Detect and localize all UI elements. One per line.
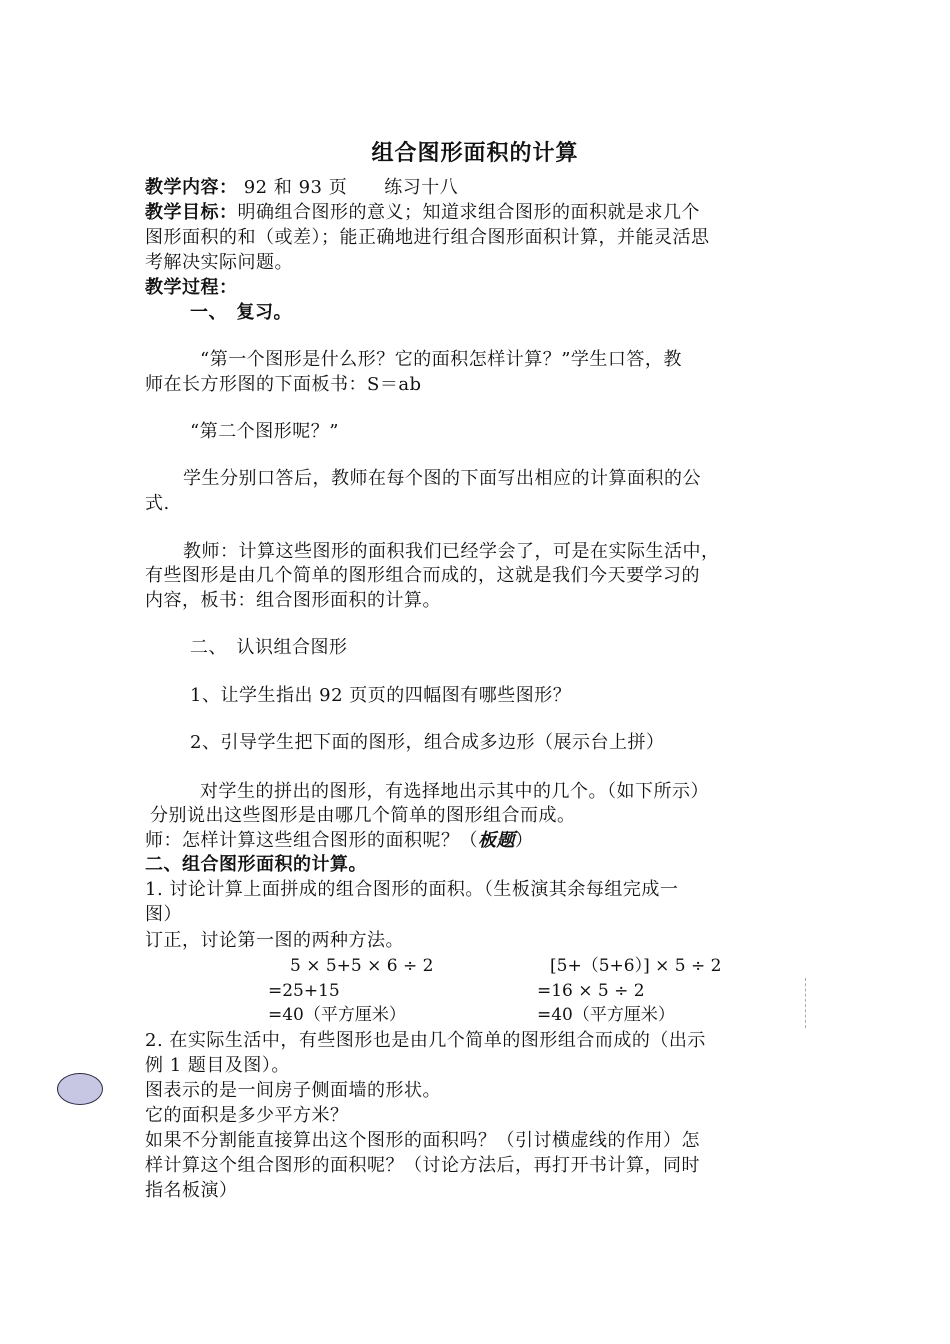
paragraph-line: 1. 讨论计算上面拼成的组合图形的面积。（生板演其余每组完成一 — [145, 879, 679, 900]
paragraph-line: 学生分别口答后，教师在每个图的下面写出相应的计算面积的公 — [183, 468, 701, 489]
paragraph-line: 如果不分割能直接算出这个图形的面积吗？（引讨横虚线的作用）怎 — [145, 1130, 700, 1151]
section-heading: 二、组合图形面积的计算。 — [145, 854, 367, 875]
teaching-content: 教学内容： 92 和 93 页 练习十八 — [145, 177, 459, 198]
process-label: 教学过程： — [145, 277, 238, 298]
paragraph-line: “第二个图形呢？” — [190, 421, 339, 442]
list-item: 1、让学生指出 92 页页的四幅图有哪些图形？ — [190, 685, 572, 706]
paragraph-line: 订正，讨论第一图的两种方法。 — [145, 930, 404, 951]
goal-line: 明确组合图形的意义；知道求组合图形的面积就是求几个 — [237, 202, 700, 223]
paragraph-line: 它的面积是多少平方米？ — [145, 1105, 349, 1126]
section-heading: 二、 认识组合图形 — [190, 637, 348, 658]
teacher-question: 师：怎样计算这些组合图形的面积呢？（板题） — [145, 830, 534, 851]
paragraph-line: 图） — [145, 904, 182, 925]
page-title: 组合图形面积的计算 — [371, 140, 579, 166]
goal-line: 考解决实际问题。 — [145, 252, 293, 273]
oval-shape — [57, 1073, 103, 1105]
calc-left-line: 5 × 5+5 × 6 ÷ 2 — [290, 956, 434, 976]
goal-line: 图形面积的和（或差）；能正确地进行组合图形面积计算，并能灵活思 — [145, 227, 710, 248]
calc-right-line: =16 × 5 ÷ 2 — [537, 981, 645, 1001]
list-item: 2、引导学生把下面的图形，组合成多边形（展示台上拼） — [190, 732, 665, 753]
content-value: 92 和 93 页 练习十八 — [243, 177, 459, 198]
paragraph-line: 式. — [145, 493, 170, 514]
paragraph-line: 内容，板书：组合图形面积的计算。 — [145, 590, 441, 611]
paragraph-line: 样计算这个组合图形的面积呢？（讨论方法后，再打开书计算，同时 — [145, 1155, 700, 1176]
calc-right-line: [5+（5+6）] × 5 ÷ 2 — [550, 956, 722, 976]
paragraph-line: 师在长方形图的下面板书：S＝ab — [145, 374, 422, 395]
calc-left-line: =25+15 — [268, 981, 340, 1001]
calc-right-line: =40（平方厘米） — [537, 1005, 675, 1025]
paragraph-line: 有些图形是由几个简单的图形组合而成的，这就是我们今天要学习的 — [145, 565, 700, 586]
board-title: 板题 — [478, 830, 515, 851]
calc-left-line: =40（平方厘米） — [268, 1005, 406, 1025]
dashed-divider — [805, 978, 806, 1028]
paragraph-line: 对学生的拼出的图形，有选择地出示其中的几个。（如下所示） — [200, 781, 709, 802]
teaching-goal: 教学目标：明确组合图形的意义；知道求组合图形的面积就是求几个 — [145, 202, 700, 223]
content-label: 教学内容 — [145, 177, 219, 198]
paragraph-line: 教师：计算这些图形的面积我们已经学会了，可是在实际生活中， — [183, 541, 720, 562]
paragraph-line: 例 1 题目及图）。 — [145, 1055, 290, 1076]
paragraph-line: 指名板演） — [145, 1180, 238, 1201]
paragraph-line: 分别说出这些图形是由哪几个简单的图形组合而成。 — [150, 805, 576, 826]
section-heading: 一、 复习。 — [190, 302, 292, 323]
paragraph-line: 图表示的是一间房子侧面墙的形状。 — [145, 1080, 441, 1101]
paragraph-line: 2. 在实际生活中，有些图形也是由几个简单的图形组合而成的（出示 — [145, 1030, 706, 1051]
paragraph-line: “第一个图形是什么形？它的面积怎样计算？”学生口答，教 — [200, 349, 682, 370]
goal-label: 教学目标 — [145, 202, 219, 223]
